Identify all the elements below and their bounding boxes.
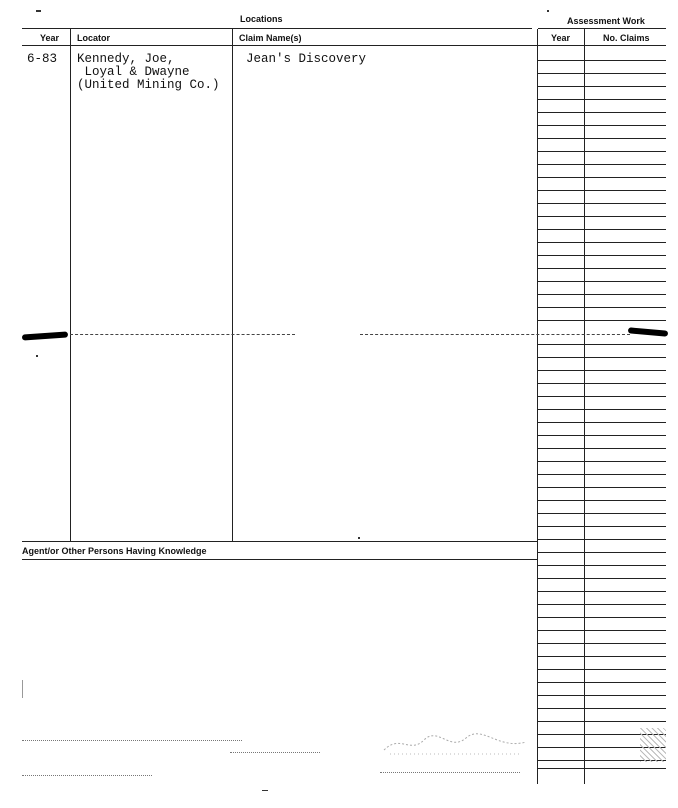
claim-assessment-divider xyxy=(537,29,538,784)
assessment-ruled-line xyxy=(538,396,666,397)
middle-separator-left xyxy=(70,334,295,335)
assessment-ruled-line xyxy=(538,708,666,709)
assessment-work-header: Assessment Work xyxy=(567,16,645,26)
assessment-ruled-line xyxy=(538,281,666,282)
locations-header: Locations xyxy=(240,14,283,24)
assessment-ruled-line xyxy=(538,552,666,553)
scan-noise xyxy=(22,775,152,776)
header-top-rule xyxy=(22,28,532,29)
scan-speck xyxy=(547,10,549,12)
assessment-ruled-line xyxy=(538,216,666,217)
assessment-year-claims-divider xyxy=(584,29,585,784)
assessment-ruled-line xyxy=(538,112,666,113)
assessment-ruled-line xyxy=(538,768,666,769)
assessment-ruled-line xyxy=(538,370,666,371)
agent-section-label-rule xyxy=(22,559,537,560)
scan-speck xyxy=(640,728,666,762)
assessment-ruled-line xyxy=(538,125,666,126)
entry-locator-line-1: Kennedy, Joe, xyxy=(77,52,175,66)
scan-speck xyxy=(36,10,41,12)
assessment-ruled-line xyxy=(538,448,666,449)
assessment-ruled-line xyxy=(538,500,666,501)
assessment-ruled-line xyxy=(538,190,666,191)
scan-noise xyxy=(230,752,320,753)
header-bottom-rule xyxy=(22,45,666,46)
assessment-ruled-line xyxy=(538,422,666,423)
assessment-year-column-header: Year xyxy=(551,33,571,43)
no-claims-column-header: No. Claims xyxy=(603,33,650,43)
assessment-ruled-line xyxy=(538,151,666,152)
entry-locator-line-3: (United Mining Co.) xyxy=(77,78,220,92)
claim-names-column-header: Claim Name(s) xyxy=(239,33,302,43)
locator-claim-divider xyxy=(232,29,233,541)
assessment-ruled-line xyxy=(538,99,666,100)
locator-column-header: Locator xyxy=(77,33,111,43)
assessment-ruled-line xyxy=(538,307,666,308)
assessment-ruled-line xyxy=(538,86,666,87)
scan-speck xyxy=(262,790,268,791)
assessment-ruled-line xyxy=(538,617,666,618)
scan-noise xyxy=(380,772,520,773)
assessment-ruled-line xyxy=(538,357,666,358)
scan-speck xyxy=(36,355,38,357)
assessment-ruled-line xyxy=(538,383,666,384)
agent-section-top-rule xyxy=(22,541,537,542)
assessment-ruled-line xyxy=(538,474,666,475)
margin-marker-left xyxy=(22,331,68,340)
assessment-ruled-line xyxy=(538,669,666,670)
assessment-ruled-line xyxy=(538,461,666,462)
entry-claim-name: Jean's Discovery xyxy=(246,52,367,66)
assessment-ruled-line xyxy=(538,242,666,243)
faded-stamp-graphic xyxy=(380,730,530,762)
assessment-ruled-line xyxy=(538,344,666,345)
assessment-ruled-line xyxy=(538,591,666,592)
middle-separator-right xyxy=(360,334,630,335)
assessment-ruled-line xyxy=(538,487,666,488)
assessment-ruled-line xyxy=(538,255,666,256)
assessment-ruled-line xyxy=(538,682,666,683)
assessment-ruled-line xyxy=(538,268,666,269)
assessment-ruled-line xyxy=(538,630,666,631)
assessment-ruled-line xyxy=(538,539,666,540)
faded-stamp-icon xyxy=(380,730,530,758)
assessment-ruled-line xyxy=(538,294,666,295)
assessment-ruled-line xyxy=(538,138,666,139)
scan-speck xyxy=(22,680,23,698)
assessment-ruled-line xyxy=(538,656,666,657)
assessment-ruled-line xyxy=(538,435,666,436)
assessment-ruled-line xyxy=(538,177,666,178)
margin-marker-right xyxy=(628,327,668,336)
year-column-header: Year xyxy=(40,33,60,43)
assessment-ruled-line xyxy=(538,513,666,514)
assessment-ruled-line xyxy=(538,578,666,579)
agent-section-label: Agent/or Other Persons Having Knowledge xyxy=(22,546,207,556)
assessment-ruled-line xyxy=(538,164,666,165)
scan-noise xyxy=(22,740,242,741)
assessment-ruled-line xyxy=(538,320,666,321)
assessment-ruled-line xyxy=(538,695,666,696)
entry-locator-line-2: Loyal & Dwayne xyxy=(77,65,190,79)
assessment-ruled-line xyxy=(538,203,666,204)
scan-speck xyxy=(358,537,360,539)
assessment-ruled-line xyxy=(538,643,666,644)
assessment-ruled-line xyxy=(538,604,666,605)
assessment-ruled-line xyxy=(538,73,666,74)
assessment-ruled-line xyxy=(538,565,666,566)
assessment-header-top-rule xyxy=(538,28,666,29)
assessment-ruled-line xyxy=(538,229,666,230)
entry-year: 6-83 xyxy=(27,52,58,66)
assessment-ruled-line xyxy=(538,721,666,722)
assessment-ruled-line xyxy=(538,526,666,527)
assessment-ruled-line xyxy=(538,60,666,61)
assessment-ruled-line xyxy=(538,409,666,410)
year-locator-divider xyxy=(70,29,71,541)
